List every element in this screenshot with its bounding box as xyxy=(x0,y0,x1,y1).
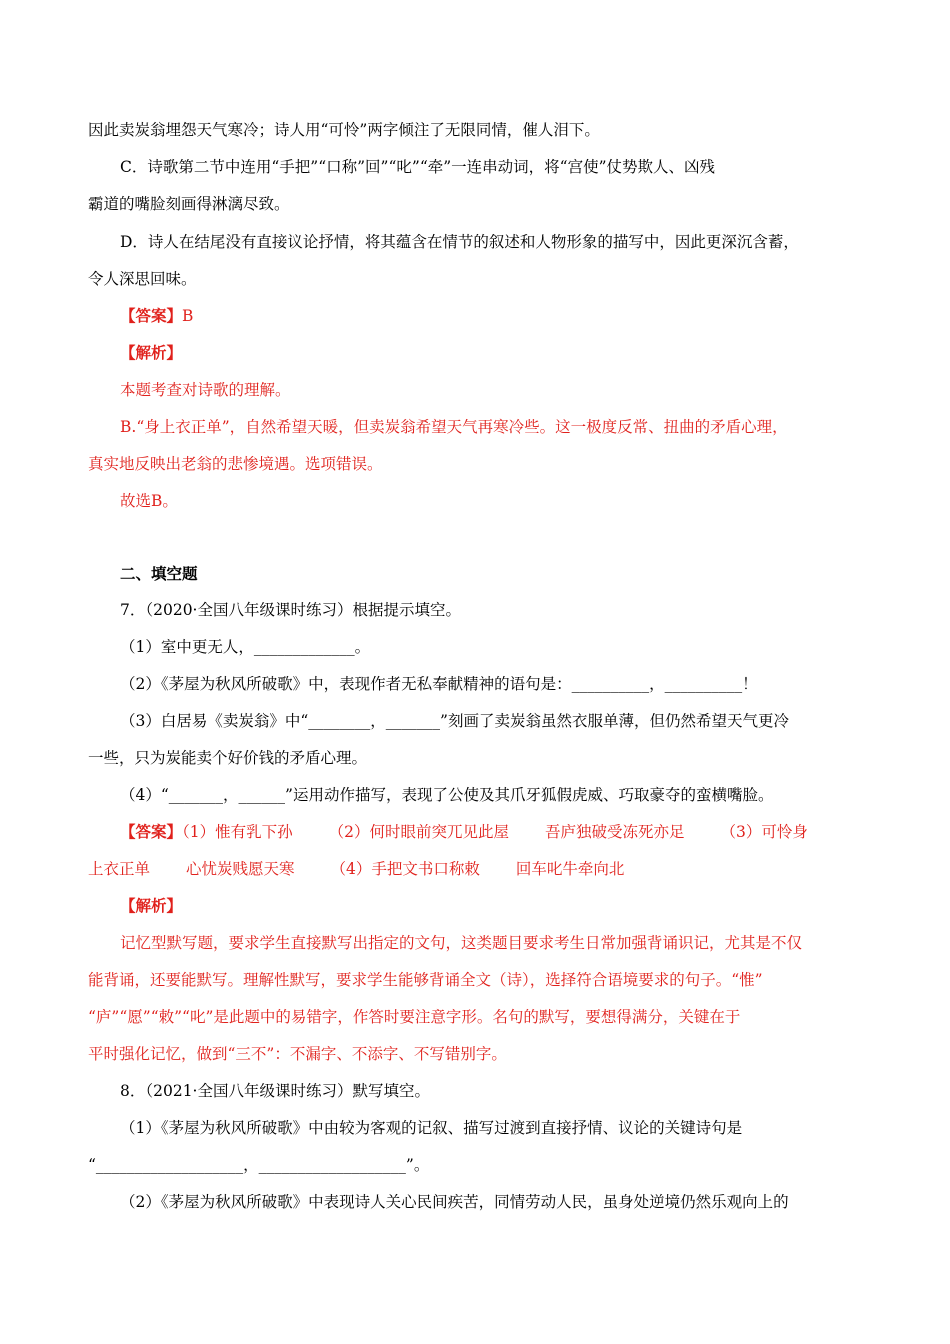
answer-label: 【答案】 xyxy=(120,306,183,325)
q7-analysis-label: 【解析】 xyxy=(120,896,183,915)
option-d-line1: D．诗人在结尾没有直接议论抒情，将其蕴含在情节的叙述和人物形象的描写中，因此更深沉含蓄， xyxy=(120,233,799,251)
q7-item1: （1）室中更无人，_____________。 xyxy=(120,638,371,656)
q6-analysis-label: 【解析】 xyxy=(120,343,183,362)
q7-analysis-line3: “庐”“愿”“敕”“叱”是此题中的易错字，作答时要注意字形。名句的默写，要想得满分，关键在于 xyxy=(88,1008,741,1026)
q6-analysis-line1: 本题考查对诗歌的理解。 xyxy=(120,381,291,399)
q7-answer-line1 xyxy=(120,822,808,842)
answer-part: （2）何时眼前突兀见此屋 xyxy=(328,823,510,841)
option-c-line2: 霸道的嘴脸刻画得淋漓尽致。 xyxy=(88,195,290,213)
q7-item2: （2）《茅屋为秋风所破歌》中，表现作者无私奉献精神的语句是：__________，__________！ xyxy=(120,675,758,693)
answer-part: 回车叱牛牵向北 xyxy=(515,860,625,878)
section-title: 二、填空题 xyxy=(120,564,198,583)
answer-value: B xyxy=(182,307,194,325)
q7-analysis-line2: 能背诵，还要能默写。理解性默写，要求学生能够背诵全文（诗），选择符合语境要求的句子。“惟” xyxy=(88,971,763,989)
answer-part: （1）惟有乳下孙 xyxy=(182,823,293,841)
q8-item1-line2: “___________________，___________________”。 xyxy=(88,1156,430,1174)
option-d-line2: 令人深思回味。 xyxy=(88,270,197,288)
q7-analysis-line4: 平时强化记忆，做到“三不”：不漏字、不添字、不写错别字。 xyxy=(88,1045,507,1063)
q8-item1-line1: （1）《茅屋为秋风所破歌》中由较为客观的记叙、描写过渡到直接抒情、议论的关键诗句是 xyxy=(120,1119,743,1137)
q6-analysis-line2: B.“身上衣正单”，自然希望天暖，但卖炭翁希望天气再寒冷些。这一极度反常、扭曲的矛盾心理， xyxy=(120,418,788,436)
answer-part: 心忧炭贱愿天寒 xyxy=(186,860,295,878)
q6-analysis-line3: 真实地反映出老翁的悲惨境遇。选项错误。 xyxy=(88,455,383,473)
q6-answer xyxy=(120,306,193,326)
answer-part: （3）可怜身 xyxy=(720,823,808,841)
answer-label: 【答案】 xyxy=(120,822,183,841)
q6-analysis-line4: 故选B。 xyxy=(120,492,178,510)
q7-stem: 7．（2020·全国八年级课时练习）根据提示填空。 xyxy=(120,601,461,619)
q7-answer-line2 xyxy=(88,859,624,879)
q8-item2-line1: （2）《茅屋为秋风所破歌》中表现诗人关心民间疾苦，同情劳动人民，虽身处逆境仍然乐观向上的 xyxy=(120,1193,789,1211)
q8-stem: 8．（2021·全国八年级课时练习）默写填空。 xyxy=(120,1082,430,1100)
q7-item3-line2: 一些，只为炭能卖个好价钱的矛盾心理。 xyxy=(88,749,368,767)
q7-item3-line1: （3）白居易《卖炭翁》中“________，_______”刻画了卖炭翁虽然衣服单薄，但仍然希望天气更冷 xyxy=(120,712,789,730)
answer-part: （4）手把文书口称敕 xyxy=(330,860,480,878)
option-b-tail: 因此卖炭翁埋怨天气寒冷；诗人用“可怜”两字倾注了无限同情，催人泪下。 xyxy=(88,121,600,139)
q7-analysis-line1: 记忆型默写题，要求学生直接默写出指定的文句，这类题目要求考生日常加强背诵识记，尤其是不仅 xyxy=(120,934,803,952)
answer-part: 吾庐独破受冻死亦足 xyxy=(545,823,685,841)
option-c-line1: C．诗歌第二节中连用“手把”“口称”回”“叱”“牵”一连串动词，将“宫使”仗势欺人、凶残 xyxy=(120,158,716,176)
q7-item4: （4）“_______，______”运用动作描写，表现了公使及其爪牙狐假虎威、巧取豪夺的蛮横嘴脸。 xyxy=(120,786,774,804)
answer-part: 上衣正单 xyxy=(88,860,151,878)
